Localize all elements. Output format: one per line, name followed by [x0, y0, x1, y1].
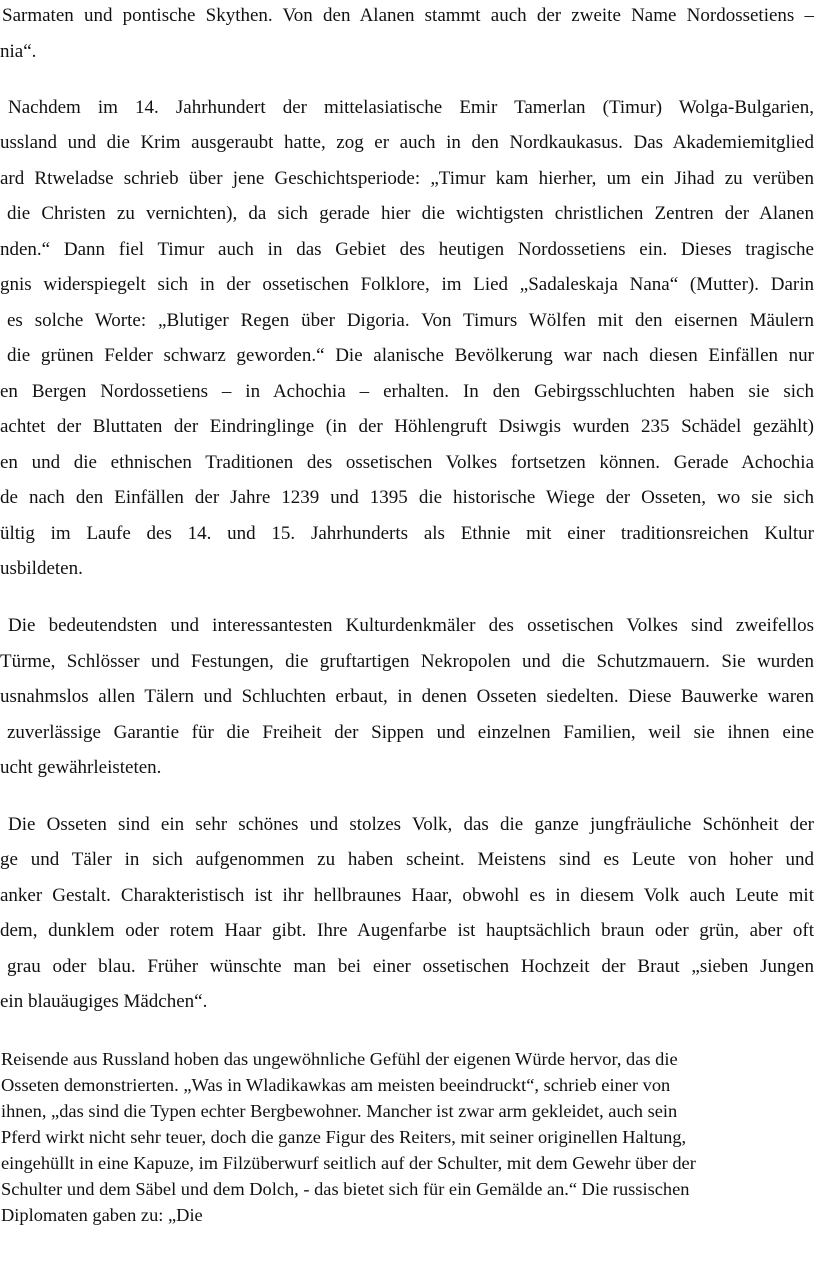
text-line: die Christen zu vernichten), da sich gerade hier die wichtigsten christlichen Zentren der Alanen	[7, 203, 814, 224]
text-line: Türme, Schlösser und Festungen, die gruftartigen Nekropolen und die Schutzmauern. Sie wurden	[0, 651, 814, 672]
text-line: dem, dunklem oder rotem Haar gibt. Ihre Augenfarbe ist hauptsächlich braun oder grün, aber oft	[0, 920, 814, 941]
text-line: es solche Worte: „Blutiger Regen über Digoria. Von Timurs Wölfen mit den eisernen Mäulern	[7, 310, 814, 331]
text-line: Diplomaten gaben zu: „Die	[1, 1205, 203, 1225]
text-line: en und die ethnischen Traditionen des ossetischen Volkes fortsetzen können. Gerade Achochia	[0, 452, 814, 473]
text-line: gnis widerspiegelt sich in der ossetischen Folklore, im Lied „Sadaleskaja Nana“ (Mutter). Darin	[0, 274, 814, 295]
text-line: usbildeten.	[0, 558, 83, 579]
text-line: en Bergen Nordossetiens – in Achochia – erhalten. In den Gebirgsschluchten haben sie sich	[0, 381, 814, 402]
text-line: ard Rtweladse schrieb über jene Geschichtsperiode: „Timur kam hierher, um ein Jihad zu verüben	[0, 168, 814, 189]
text-line: Die Osseten sind ein sehr schönes und stolzes Volk, das die ganze jungfräuliche Schönheit der	[8, 814, 814, 835]
text-line: Die bedeutendsten und interessantesten Kulturdenkmäler des ossetischen Volkes sind zweifellos	[8, 615, 814, 636]
text-line: ucht gewährleisteten.	[0, 757, 162, 778]
text-line: ge und Täler in sich aufgenommen zu haben scheint. Meistens sind es Leute von hoher und	[0, 849, 814, 870]
text-line: anker Gestalt. Charakteristisch ist ihr hellbraunes Haar, obwohl es in diesem Volk auch Leute mit	[0, 885, 814, 906]
text-line: ein blauäugiges Mädchen“.	[0, 991, 208, 1012]
text-line: grau oder blau. Früher wünschte man bei einer ossetischen Hochzeit der Braut „sieben Jungen	[7, 956, 814, 977]
text-line: Schulter und dem Säbel und dem Dolch, - das bietet sich für ein Gemälde an.“ Die russischen	[1, 1179, 690, 1199]
text-line: eingehüllt in eine Kapuze, im Filzüberwurf seitlich auf der Schulter, mit dem Gewehr über der	[1, 1153, 696, 1173]
text-line: Reisende aus Russland hoben das ungewöhnliche Gefühl der eigenen Würde hervor, das die	[1, 1049, 678, 1069]
text-line: Nachdem im 14. Jahrhundert der mittelasiatische Emir Tamerlan (Timur) Wolga-Bulgarien,	[8, 97, 814, 118]
text-line: de nach den Einfällen der Jahre 1239 und 1395 die historische Wiege der Osseten, wo sie sich	[0, 487, 814, 508]
text-line: ihnen, „das sind die Typen echter Bergbewohner. Mancher ist zwar arm gekleidet, auch sein	[1, 1101, 678, 1121]
text-line: achtet der Bluttaten der Eindringlinge (in der Höhlengruft Dsiwgis wurden 235 Schädel gezählt)	[0, 416, 814, 437]
text-line: usnahmslos allen Tälern und Schluchten erbaut, in denen Osseten siedelten. Diese Bauwerke waren	[0, 686, 814, 707]
text-line: zuverlässige Garantie für die Freiheit der Sippen und einzelnen Familien, weil sie ihnen eine	[7, 722, 814, 743]
text-line: nden.“ Dann fiel Timur auch in das Gebiet des heutigen Nordossetiens ein. Dieses tragische	[0, 239, 814, 260]
text-line: Pferd wirkt nicht sehr teuer, doch die ganze Figur des Reiters, mit seiner originellen Haltung,	[1, 1127, 687, 1147]
text-line: Sarmaten und pontische Skythen. Von den Alanen stammt auch der zweite Name Nordossetiens –	[2, 5, 814, 26]
text-line: ussland und die Krim ausgeraubt hatte, zog er auch in den Nordkaukasus. Das Akademiemitglied	[0, 132, 814, 153]
text-line: Osseten demonstrierten. „Was in Wladikawkas am meisten beeindruckt“, schrieb einer von	[1, 1075, 671, 1095]
text-line: ültig im Laufe des 14. und 15. Jahrhunderts als Ethnie mit einer traditionsreichen Kultur	[0, 523, 814, 544]
text-line: die grünen Felder schwarz geworden.“ Die alanische Bevölkerung war nach diesen Einfällen nur	[7, 345, 814, 366]
text-line: nia“.	[0, 41, 37, 62]
